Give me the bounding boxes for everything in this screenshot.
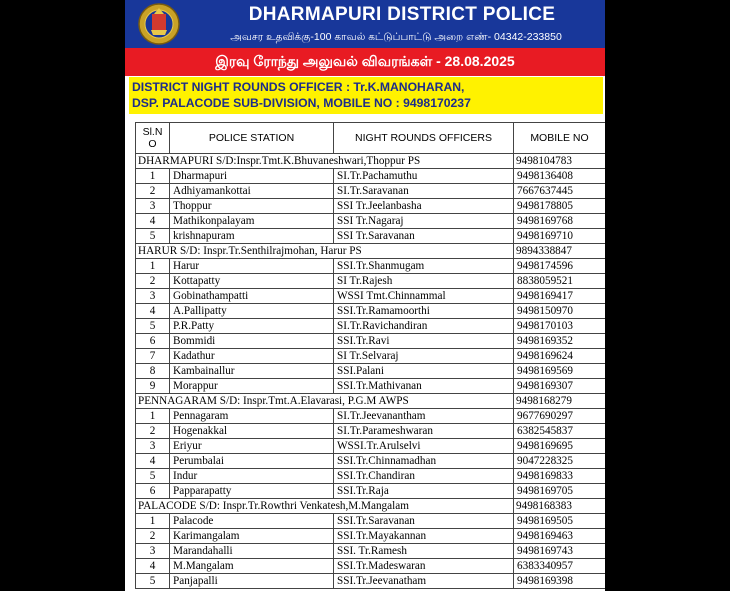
mobile-cell: 9498170103 — [514, 319, 606, 334]
section-title: HARUR S/D: Inspr.Tr.Senthilrajmohan, Harur PS — [136, 244, 514, 259]
officer-cell: SSI Tr.Jeelanbasha — [334, 199, 514, 214]
section-row — [136, 499, 606, 514]
station-cell: Pennagaram — [170, 409, 334, 424]
officer-cell: SI.Tr.Ravichandiran — [334, 319, 514, 334]
officer-cell: SSI.Tr.Ravi — [334, 334, 514, 349]
station-cell: Mathikonpalayam — [170, 214, 334, 229]
officer-cell: SSI Tr.Nagaraj — [334, 214, 514, 229]
sl-no-cell: 3 — [136, 289, 170, 304]
station-cell: Eriyur — [170, 439, 334, 454]
station-cell: Indur — [170, 469, 334, 484]
table-row — [136, 199, 606, 214]
officer-cell: SSI.Tr.Jeevanatham — [334, 574, 514, 589]
table-header-row — [136, 123, 606, 154]
mobile-cell: 9498136408 — [514, 169, 606, 184]
officer-cell: SI.Tr.Jeevanantham — [334, 409, 514, 424]
mobile-cell: 9498169398 — [514, 574, 606, 589]
table-row — [136, 184, 606, 199]
sl-no-cell: 5 — [136, 469, 170, 484]
sl-no-cell: 5 — [136, 319, 170, 334]
station-cell: Marandahalli — [170, 544, 334, 559]
header-night-rounds-officers: NIGHT ROUNDS OFFICERS — [334, 123, 514, 154]
mobile-cell: 9498174596 — [514, 259, 606, 274]
mobile-cell: 9498169352 — [514, 334, 606, 349]
mobile-cell: 8838059521 — [514, 274, 606, 289]
table-row — [136, 289, 606, 304]
district-officer-line1: DISTRICT NIGHT ROUNDS OFFICER : Tr.K.MANOHARAN, — [132, 80, 465, 94]
section-title: PENNAGARAM S/D: Inspr.Tmt.A.Elavarasi, P.G.M AWPS — [136, 394, 514, 409]
station-cell: Kadathur — [170, 349, 334, 364]
table-row — [136, 574, 606, 589]
station-cell: Gobinathampatti — [170, 289, 334, 304]
date-banner-text: இரவு ரோந்து அலுவல் விவரங்கள் - 28.08.2025 — [215, 53, 515, 69]
table-row — [136, 319, 606, 334]
header-police-station: POLICE STATION — [170, 123, 334, 154]
sl-no-cell: 5 — [136, 229, 170, 244]
section-row — [136, 244, 606, 259]
sl-no-cell: 5 — [136, 574, 170, 589]
sl-no-cell: 2 — [136, 274, 170, 289]
section-mobile: 9894338847 — [514, 244, 606, 259]
table-row — [136, 334, 606, 349]
officer-cell: SSI.Tr.Chinnamadhan — [334, 454, 514, 469]
mobile-cell: 9498169768 — [514, 214, 606, 229]
mobile-cell: 9498178805 — [514, 199, 606, 214]
mobile-cell: 9498169833 — [514, 469, 606, 484]
table-row — [136, 544, 606, 559]
officer-cell: SSI.Tr.Shanmugam — [334, 259, 514, 274]
section-row — [136, 154, 606, 169]
sl-no-cell: 9 — [136, 379, 170, 394]
district-officer-line2: DSP. PALACODE SUB-DIVISION, MOBILE NO : 9498170237 — [132, 96, 471, 110]
header-banner — [125, 0, 605, 48]
table-row — [136, 274, 606, 289]
mobile-cell: 9498169710 — [514, 229, 606, 244]
section-mobile: 9498104783 — [514, 154, 606, 169]
station-cell: Palacode — [170, 514, 334, 529]
mobile-cell: 9498169307 — [514, 379, 606, 394]
table-row — [136, 469, 606, 484]
mobile-cell: 9498169695 — [514, 439, 606, 454]
sl-no-cell: 3 — [136, 199, 170, 214]
station-cell: P.R.Patty — [170, 319, 334, 334]
table-row — [136, 169, 606, 184]
police-emblem-icon — [137, 2, 181, 46]
table-row — [136, 454, 606, 469]
officer-cell: SSI.Tr.Chandiran — [334, 469, 514, 484]
station-cell: Thoppur — [170, 199, 334, 214]
officer-cell: WSSI Tmt.Chinnammal — [334, 289, 514, 304]
table-row — [136, 439, 606, 454]
mobile-cell: 9498150970 — [514, 304, 606, 319]
mobile-cell: 9498169624 — [514, 349, 606, 364]
table-row — [136, 529, 606, 544]
officer-cell: SSI.Palani — [334, 364, 514, 379]
mobile-cell: 9498169569 — [514, 364, 606, 379]
station-cell: Adhiyamankottai — [170, 184, 334, 199]
officer-cell: SSI.Tr.Raja — [334, 484, 514, 499]
officer-cell: SSI.Tr.Mathivanan — [334, 379, 514, 394]
table-row — [136, 409, 606, 424]
officer-cell: SSI. Tr.Ramesh — [334, 544, 514, 559]
sl-no-cell: 4 — [136, 559, 170, 574]
mobile-cell: 7667637445 — [514, 184, 606, 199]
mobile-cell: 9498169463 — [514, 529, 606, 544]
table-body — [136, 154, 606, 589]
sl-no-cell: 1 — [136, 409, 170, 424]
officer-cell: SI Tr.Rajesh — [334, 274, 514, 289]
mobile-cell: 6382545837 — [514, 424, 606, 439]
station-cell: Papparapatty — [170, 484, 334, 499]
helpline-text: அவசர உதவிக்கு-100 காவல் கட்டுப்பாட்டு அறை எண்- 04342-233850 — [230, 31, 562, 43]
officer-cell: SI.Tr.Parameshwaran — [334, 424, 514, 439]
table-row — [136, 304, 606, 319]
night-rounds-table — [135, 122, 605, 589]
station-cell: Panjapalli — [170, 574, 334, 589]
table-row — [136, 379, 606, 394]
officer-cell: SSI Tr.Saravanan — [334, 229, 514, 244]
station-cell: Morappur — [170, 379, 334, 394]
section-mobile: 9498168279 — [514, 394, 606, 409]
station-cell: M.Mangalam — [170, 559, 334, 574]
station-cell: Harur — [170, 259, 334, 274]
section-title: DHARMAPURI S/D:Inspr.Tmt.K.Bhuvaneshwari,Thoppur PS — [136, 154, 514, 169]
district-officer-box — [129, 77, 603, 114]
mobile-cell: 9498169743 — [514, 544, 606, 559]
sl-no-cell: 3 — [136, 544, 170, 559]
table-row — [136, 214, 606, 229]
mobile-cell: 9498169505 — [514, 514, 606, 529]
sl-no-cell: 7 — [136, 349, 170, 364]
sl-no-cell: 3 — [136, 439, 170, 454]
header-sl-no: Sl.N O — [136, 123, 170, 154]
sl-no-cell: 4 — [136, 214, 170, 229]
sl-no-cell: 1 — [136, 259, 170, 274]
section-row — [136, 394, 606, 409]
section-mobile: 9498168383 — [514, 499, 606, 514]
table-row — [136, 229, 606, 244]
station-cell: Kottapatty — [170, 274, 334, 289]
station-cell: Kambainallur — [170, 364, 334, 379]
officer-cell: SSI.Tr.Ramamoorthi — [334, 304, 514, 319]
mobile-cell: 6383340957 — [514, 559, 606, 574]
officer-cell: SI.Tr.Pachamuthu — [334, 169, 514, 184]
station-cell: Dharmapuri — [170, 169, 334, 184]
sl-no-cell: 8 — [136, 364, 170, 379]
station-cell: krishnapuram — [170, 229, 334, 244]
officer-cell: SI.Tr.Saravanan — [334, 184, 514, 199]
mobile-cell: 9498169705 — [514, 484, 606, 499]
station-cell: Hogenakkal — [170, 424, 334, 439]
mobile-cell: 9047228325 — [514, 454, 606, 469]
section-title: PALACODE S/D: Inspr.Tr.Rowthri Venkatesh,M.Mangalam — [136, 499, 514, 514]
roster-document — [125, 0, 605, 591]
page-title: DHARMAPURI DISTRICT POLICE — [248, 4, 556, 25]
table-row — [136, 514, 606, 529]
table-row — [136, 484, 606, 499]
sl-no-cell: 2 — [136, 529, 170, 544]
table-row — [136, 349, 606, 364]
officer-cell: SSI.Tr.Mayakannan — [334, 529, 514, 544]
officer-cell: SSI.Tr.Saravanan — [334, 514, 514, 529]
station-cell: Karimangalam — [170, 529, 334, 544]
sl-no-cell: 2 — [136, 424, 170, 439]
officer-cell: WSSI.Tr.Arulselvi — [334, 439, 514, 454]
sl-no-cell: 1 — [136, 169, 170, 184]
header-mobile-no: MOBILE NO — [514, 123, 606, 154]
station-cell: Bommidi — [170, 334, 334, 349]
sl-no-cell: 2 — [136, 184, 170, 199]
table-row — [136, 259, 606, 274]
station-cell: A.Pallipatty — [170, 304, 334, 319]
sl-no-cell: 4 — [136, 304, 170, 319]
date-banner — [125, 48, 605, 76]
table-row — [136, 559, 606, 574]
sl-no-cell: 6 — [136, 484, 170, 499]
sl-no-cell: 1 — [136, 514, 170, 529]
officer-cell: SI Tr.Selvaraj — [334, 349, 514, 364]
table-row — [136, 364, 606, 379]
station-cell: Perumbalai — [170, 454, 334, 469]
sl-no-cell: 4 — [136, 454, 170, 469]
mobile-cell: 9677690297 — [514, 409, 606, 424]
sl-no-cell: 6 — [136, 334, 170, 349]
officer-cell: SSI.Tr.Madeswaran — [334, 559, 514, 574]
mobile-cell: 9498169417 — [514, 289, 606, 304]
table-row — [136, 424, 606, 439]
